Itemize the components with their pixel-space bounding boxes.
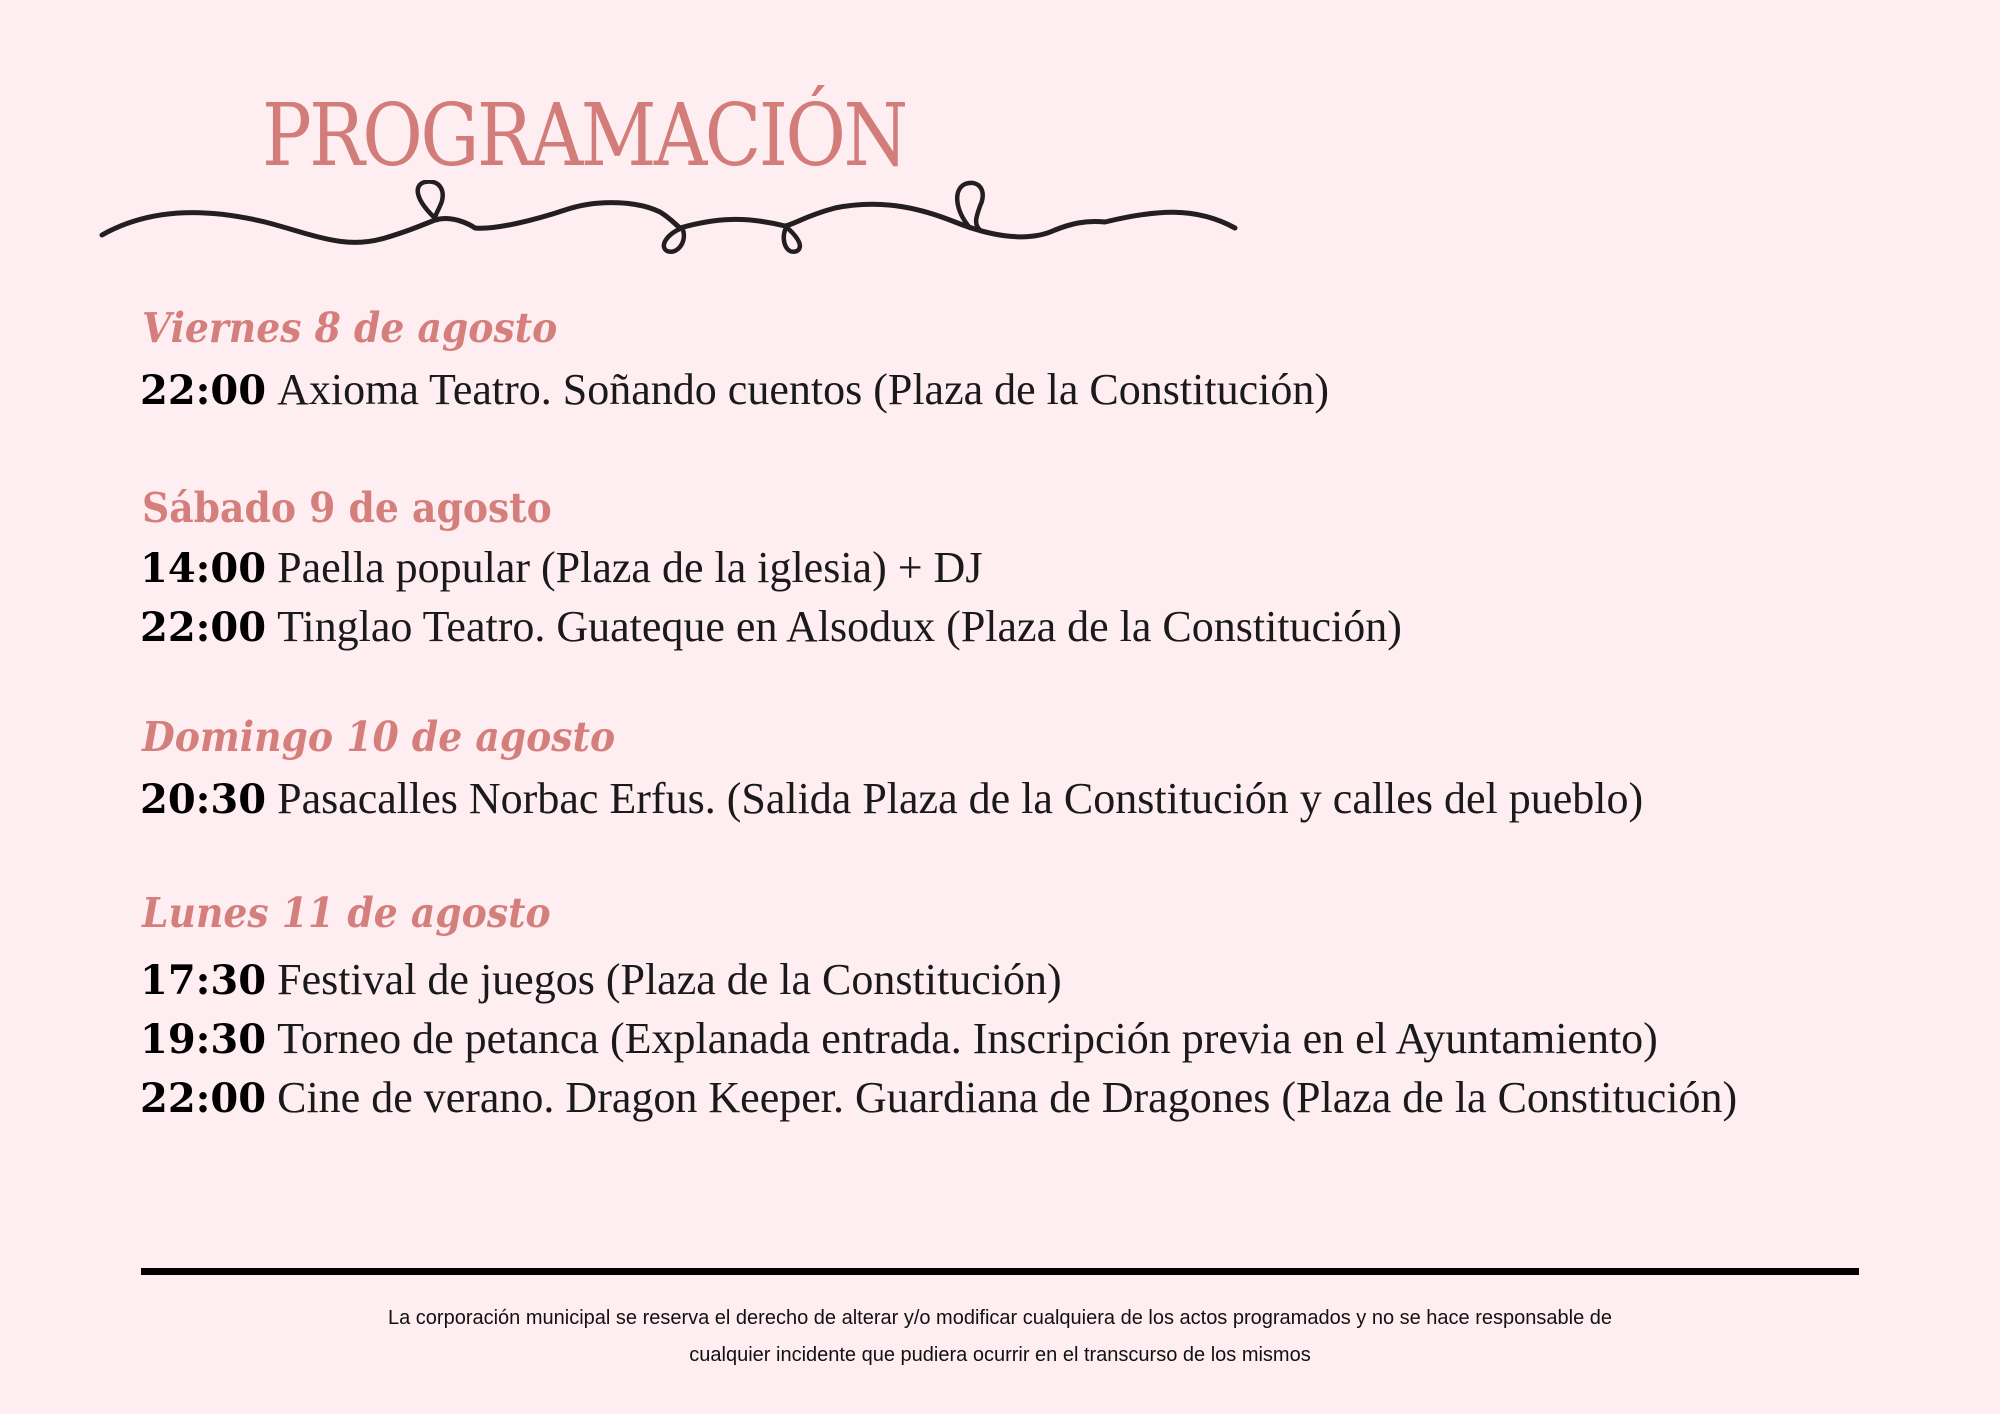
event-description: Pasacalles Norbac Erfus. (Salida Plaza de la Constitución y calles del pueblo) (277, 774, 1644, 823)
event-time: 22:00 (140, 604, 267, 651)
footer-disclaimer (250, 1300, 1750, 1374)
event-item (140, 773, 1643, 826)
event-time: 14:00 (140, 545, 267, 592)
event-item (140, 1013, 1658, 1066)
event-time: 20:30 (140, 776, 267, 823)
event-item (140, 542, 982, 595)
event-item (140, 601, 1402, 654)
day-heading-lunes: Lunes 11 de agosto (142, 889, 551, 937)
event-description: Cine de verano. Dragon Keeper. Guardiana de Dragones (Plaza de la Constitución) (277, 1073, 1738, 1122)
event-description: Paella popular (Plaza de la iglesia) + DJ (277, 543, 983, 592)
event-item (140, 364, 1329, 417)
page-title: PROGRAMACIÓN (262, 86, 906, 186)
event-item (140, 954, 1062, 1007)
footer-divider (141, 1268, 1859, 1275)
event-time: 17:30 (140, 957, 267, 1004)
disclaimer-line-1: La corporación municipal se reserva el derecho de alterar y/o modificar cualquiera de los actos programados y no se hace responsable de (387, 1307, 1612, 1329)
event-time: 19:30 (140, 1016, 267, 1063)
event-description: Tinglao Teatro. Guateque en Alsodux (Plaza de la Constitución) (277, 602, 1402, 651)
disclaimer-line-2: cualquier incidente que pudiera ocurrir en el transcurso de los mismos (689, 1344, 1311, 1366)
day-heading-viernes: Viernes 8 de agosto (142, 304, 558, 352)
event-description: Axioma Teatro. Soñando cuentos (Plaza de la Constitución) (277, 365, 1329, 414)
event-time: 22:00 (140, 367, 267, 414)
event-description: Torneo de petanca (Explanada entrada. Inscripción previa en el Ayuntamiento) (277, 1014, 1658, 1063)
event-description: Festival de juegos (Plaza de la Constitución) (277, 955, 1062, 1004)
flourish-divider-icon (95, 180, 1245, 260)
event-time: 22:00 (140, 1075, 267, 1122)
day-heading-domingo: Domingo 10 de agosto (142, 713, 616, 761)
day-heading-sabado: Sábado 9 de agosto (142, 484, 552, 532)
event-item (140, 1072, 1737, 1125)
